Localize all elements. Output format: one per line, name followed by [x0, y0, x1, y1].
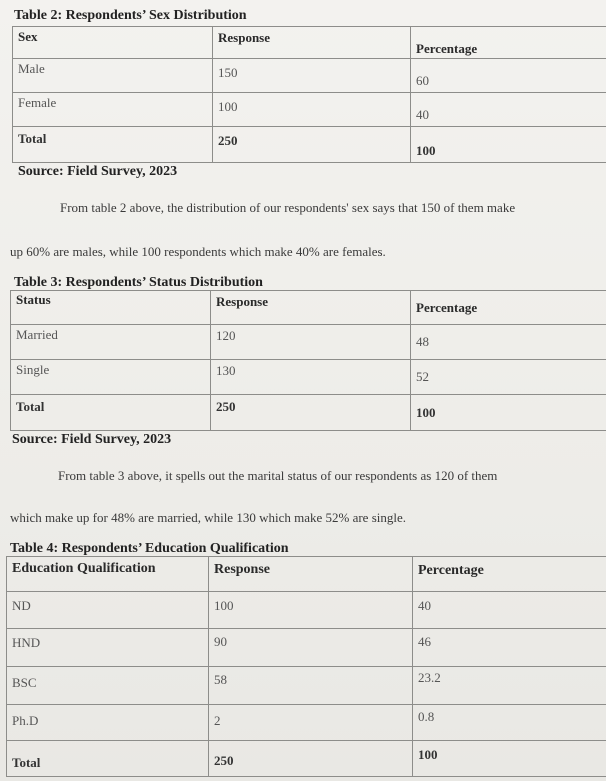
- table-cell: Response: [213, 27, 411, 59]
- table-cell: Single: [11, 360, 211, 395]
- table-cell: ND: [7, 592, 209, 629]
- table-2: [12, 26, 606, 163]
- table-cell: 46: [413, 629, 606, 667]
- table-cell: Total: [11, 395, 211, 431]
- table-cell: 130: [211, 360, 411, 395]
- table-cell: Total: [7, 741, 209, 777]
- table-cell: Female: [13, 93, 213, 127]
- table-cell: 150: [213, 59, 411, 93]
- paragraph-line: From table 3 above, it spells out the marital status of our respondents as 120 of them: [58, 468, 498, 483]
- table-row: [13, 59, 606, 93]
- table-cell: BSC: [7, 667, 209, 705]
- table-cell: Sex: [13, 27, 213, 59]
- table-cell: Ph.D: [7, 705, 209, 741]
- table-cell: 0.8: [413, 705, 606, 741]
- table-2-caption: Table 2: Respondents’ Sex Distribution: [14, 8, 247, 23]
- table-cell: Male: [13, 59, 213, 93]
- table-row: [7, 592, 606, 629]
- table-cell: Percentage: [413, 557, 606, 592]
- table-cell: 23.2: [413, 667, 606, 705]
- table-cell: 250: [213, 127, 411, 163]
- table-row-total: [7, 741, 606, 777]
- table-cell: 40: [413, 592, 606, 629]
- table-cell: Percentage: [411, 27, 606, 59]
- table-cell: Married: [11, 325, 211, 360]
- table-cell: 100: [411, 127, 606, 163]
- table-row: [7, 667, 606, 705]
- paragraph-line: From table 2 above, the distribution of our respondents' sex says that 150 of them make: [60, 200, 516, 215]
- paragraph-line: which make up for 48% are married, while 130 which make 52% are single.: [10, 510, 407, 525]
- table-cell: 2: [209, 705, 413, 741]
- table-row-total: [13, 127, 606, 163]
- table-cell: 90: [209, 629, 413, 667]
- table-cell: Education Qualification: [7, 557, 209, 592]
- table-cell: 60: [411, 59, 606, 93]
- table-cell: 250: [211, 395, 411, 431]
- table-row: [7, 629, 606, 667]
- table-4-caption: Table 4: Respondents’ Education Qualification: [10, 541, 289, 556]
- table-row: [11, 325, 606, 360]
- table-cell: 40: [411, 93, 606, 127]
- table-2-source: Source: Field Survey, 2023: [18, 164, 178, 179]
- table-cell: 100: [213, 93, 411, 127]
- table-3-caption: Table 3: Respondents’ Status Distribution: [14, 275, 263, 290]
- table-row: [7, 705, 606, 741]
- paragraph-line: up 60% are males, while 100 respondents which make 40% are females.: [10, 244, 386, 259]
- table-cell: 120: [211, 325, 411, 360]
- table-cell: Response: [211, 291, 411, 325]
- table-cell: HND: [7, 629, 209, 667]
- table-cell: Percentage: [411, 291, 606, 325]
- table-row-header: [7, 557, 606, 592]
- table-3: [10, 290, 606, 431]
- table-cell: 48: [411, 325, 606, 360]
- table-4: [6, 556, 606, 777]
- table-cell: 100: [209, 592, 413, 629]
- table-row-header: [13, 27, 606, 59]
- table-cell: 100: [413, 741, 606, 777]
- table-3-source: Source: Field Survey, 2023: [12, 432, 172, 447]
- table-cell: Total: [13, 127, 213, 163]
- table-cell: Status: [11, 291, 211, 325]
- table-cell: Response: [209, 557, 413, 592]
- table-row: [13, 93, 606, 127]
- table-row-total: [11, 395, 606, 431]
- table-row: [11, 360, 606, 395]
- table-row-header: [11, 291, 606, 325]
- table-cell: 52: [411, 360, 606, 395]
- table-cell: 250: [209, 741, 413, 777]
- table-cell: 58: [209, 667, 413, 705]
- table-cell: 100: [411, 395, 606, 431]
